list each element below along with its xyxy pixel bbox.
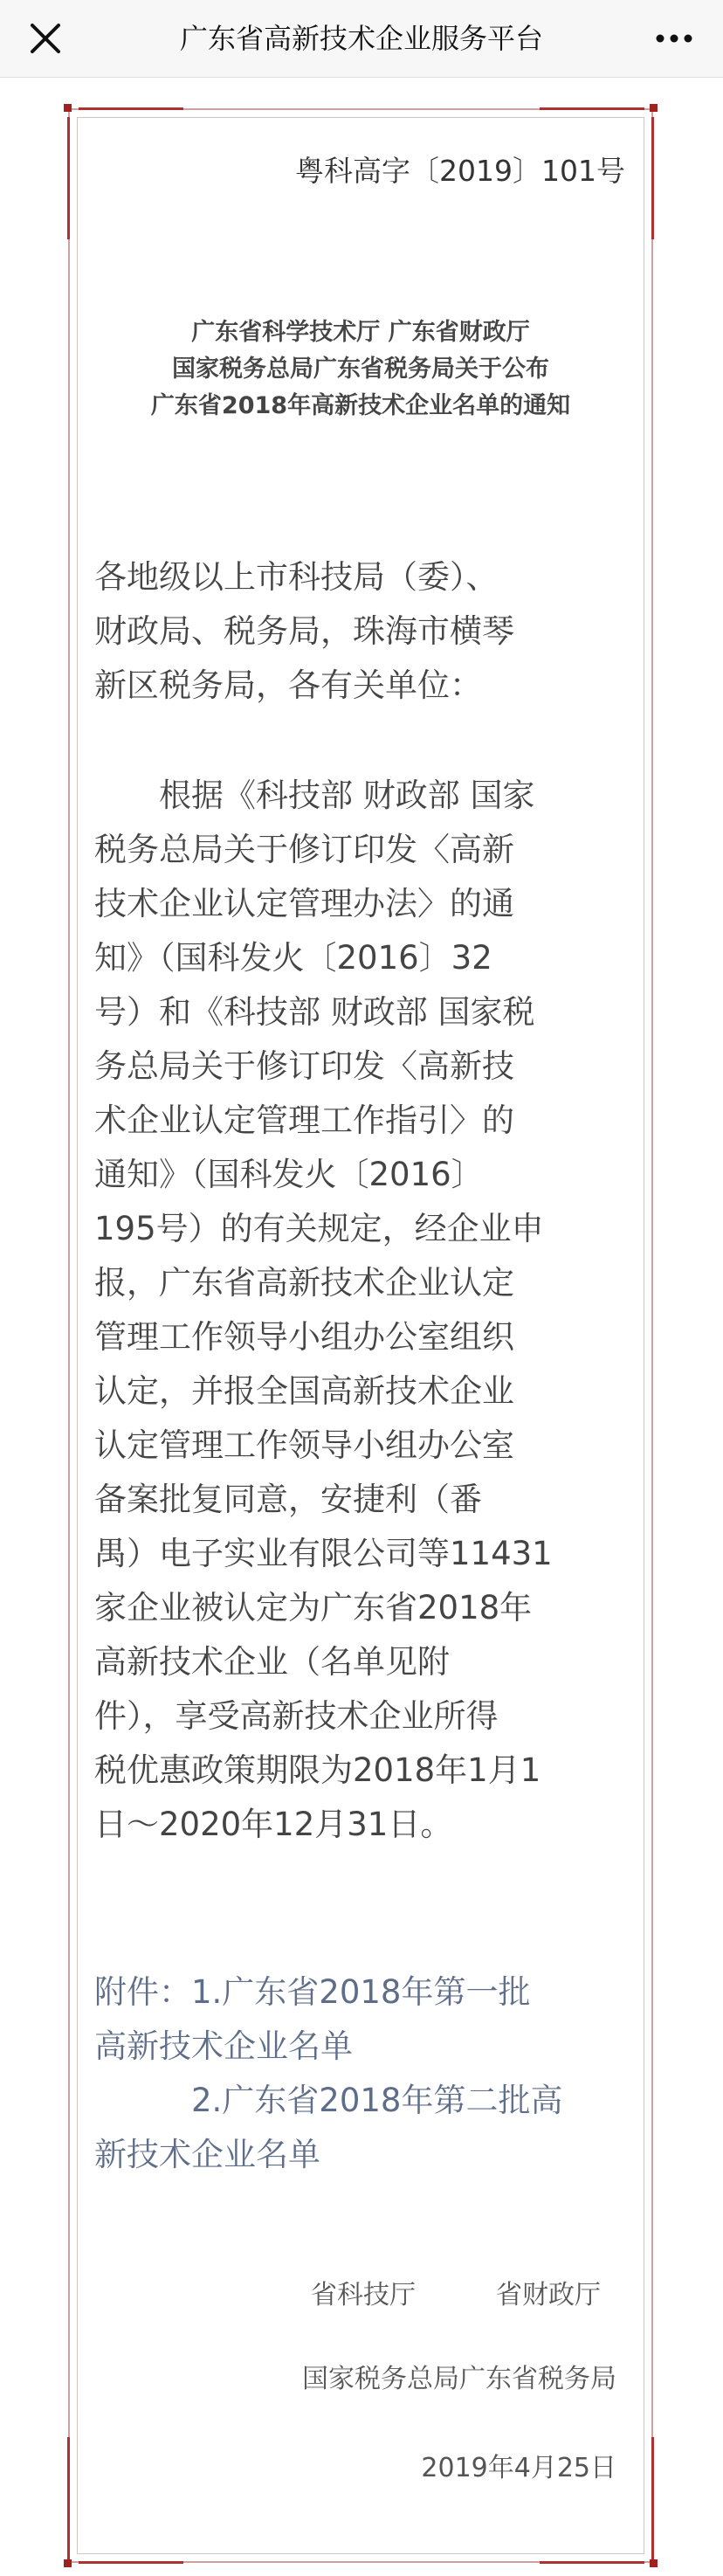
frame-accent — [651, 2437, 654, 2559]
body-line: 根据《科技部 财政部 国家 — [94, 777, 535, 814]
attachment-line: 2.广东省2018年第二批高 — [94, 2082, 563, 2119]
frame-corner — [64, 2559, 72, 2567]
salutation — [94, 550, 629, 713]
body-line: 税优惠政策期限为2018年1月1 — [94, 1751, 541, 1789]
top-bar — [0, 0, 723, 78]
signatory-tax-bureau: 国家税务总局广东省税务局 — [302, 2364, 616, 2394]
body-line: 件），享受高新技术企业所得 — [94, 1697, 499, 1735]
body-paragraph — [94, 769, 629, 1852]
frame-corner — [64, 104, 72, 112]
title-line: 广东省科学技术厅 广东省财政厅 — [191, 319, 530, 346]
body-line: 195号）的有关规定，经企业申 — [94, 1210, 544, 1247]
body-line: 税务总局关于修订印发〈高新 — [94, 831, 514, 868]
signatory-sci-tech: 省科技厅 — [311, 2280, 416, 2310]
frame-accent — [540, 2561, 644, 2564]
frame-corner — [650, 104, 658, 112]
title-line: 广东省2018年高新技术企业名单的通知 — [150, 392, 571, 419]
signatory-finance: 省财政厅 — [496, 2280, 601, 2310]
attachment-line: 新技术企业名单 — [94, 2136, 320, 2173]
body-line: 技术企业认定管理办法〉的通 — [94, 885, 514, 922]
close-icon — [26, 19, 65, 58]
frame-accent — [651, 117, 654, 239]
document-number: 粤科高字〔2019〕101号 — [295, 154, 625, 188]
body-line: 日～2020年12月31日。 — [94, 1806, 453, 1843]
attachment-line: 高新技术企业名单 — [94, 2027, 353, 2065]
body-line: 管理工作领导小组办公室组织 — [94, 1318, 514, 1356]
body-line: 高新技术企业（名单见附 — [94, 1643, 450, 1681]
frame-accent — [79, 2561, 183, 2564]
body-line: 术企业认定管理工作指引〉的 — [94, 1102, 514, 1139]
more-button[interactable] — [648, 21, 700, 56]
attachments — [94, 1965, 629, 2182]
document-title — [96, 314, 625, 425]
salutation-line: 财政局、税务局，珠海市横琴 — [94, 612, 514, 650]
page-title: 广东省高新技术企业服务平台 — [179, 22, 543, 55]
frame-accent — [79, 107, 183, 110]
frame-corner — [650, 2559, 658, 2567]
frame-accent — [540, 107, 644, 110]
body-line: 务总局关于修订印发〈高新技 — [94, 1047, 514, 1085]
salutation-line: 各地级以上市科技局（委）、 — [94, 558, 499, 596]
attachment-line: 附件：1.广东省2018年第一批 — [94, 1973, 531, 2011]
more-icon — [648, 21, 700, 56]
body-line: 知》（国科发火〔2016〕32 — [94, 939, 492, 977]
body-line: 通知》（国科发火〔2016〕 — [94, 1156, 484, 1193]
title-line: 国家税务总局广东省税务局关于公布 — [172, 356, 549, 383]
body-line: 备案批复同意，安捷利（番 — [94, 1481, 482, 1518]
body-line: 报，广东省高新技术企业认定 — [94, 1264, 514, 1302]
frame-accent — [67, 2437, 70, 2559]
body-line: 禺）电子实业有限公司等11431 — [94, 1535, 553, 1572]
salutation-line: 新区税务局，各有关单位： — [94, 666, 482, 704]
body-line: 认定，并报全国高新技术企业 — [94, 1372, 514, 1410]
close-button[interactable] — [26, 19, 65, 58]
body-line: 认定管理工作领导小组办公室 — [94, 1426, 514, 1464]
document-date: 2019年4月25日 — [421, 2453, 616, 2483]
frame-accent — [67, 117, 70, 239]
body-line: 家企业被认定为广东省2018年 — [94, 1589, 533, 1626]
body-line: 号）和《科技部 财政部 国家税 — [94, 993, 535, 1031]
